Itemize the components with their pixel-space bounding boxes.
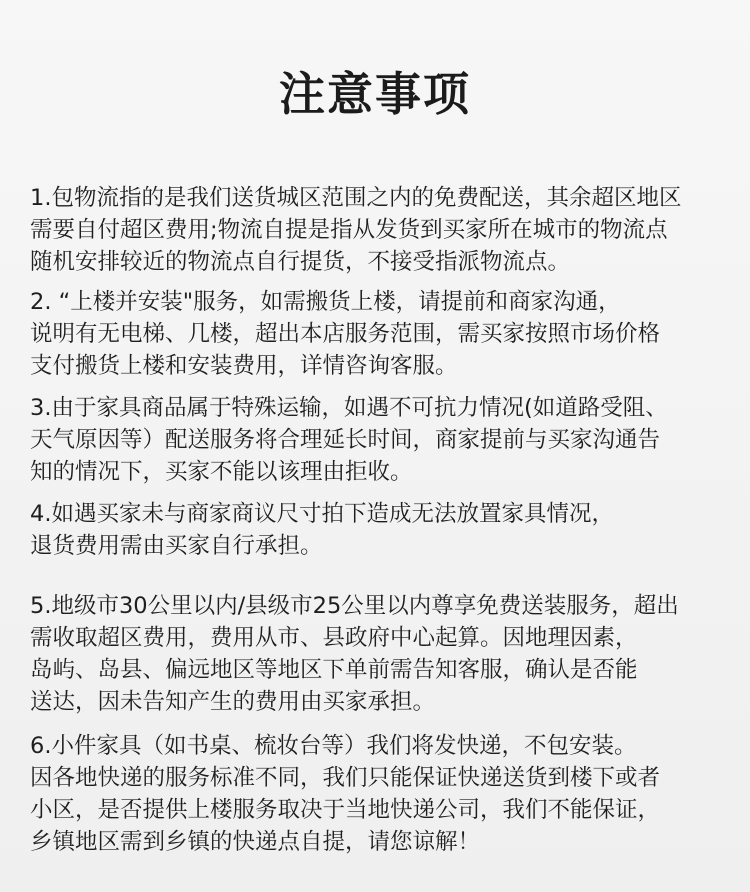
note-2-line-1: 2. “上楼并安装"服务，如需搬货上楼，请提前和商家沟通， [30, 289, 621, 315]
note-6-line-3: 小区，是否提供上楼服务取决于当地快递公司，我们不能保证， [30, 797, 661, 823]
note-5-line-4: 送达，因未告知产生的费用由买家承担。 [30, 689, 436, 715]
note-6-line-2: 因各地快递的服务标准不同，我们只能保证快递送货到楼下或者 [30, 765, 661, 791]
note-6-line-4: 乡镇地区需到乡镇的快递点自提，请您谅解！ [30, 829, 481, 855]
note-1-line-2: 需要自付超区费用;物流自提是指从发货到买家所在城市的物流点 [30, 217, 668, 243]
note-4-line-2: 退货费用需由买家自行承担。 [30, 533, 323, 559]
note-3-line-2: 天气原因等）配送服务将合理延长时间，商家提前与买家沟通告 [30, 427, 661, 453]
page-title: 注意事项 [279, 67, 471, 121]
note-5-line-3: 岛屿、岛县、偏远地区等地区下单前需告知客服，确认是否能 [30, 657, 638, 683]
note-2-line-2: 说明有无电梯、几楼，超出本店服务范围，需买家按照市场价格 [30, 321, 661, 347]
note-1-line-1: 1.包物流指的是我们送货城区范围之内的免费配送，其余超区地区 [30, 185, 682, 211]
note-6-line-1: 6.小件家具（如书桌、梳妆台等）我们将发快递，不包安装。 [30, 733, 637, 759]
note-4-line-1: 4.如遇买家未与商家商议尺寸拍下造成无法放置家具情况， [30, 501, 614, 527]
note-5-line-1: 5.地级市30公里以内/县级市25公里以内尊享免费送装服务，超出 [30, 593, 679, 619]
note-1-line-3: 随机安排较近的物流点自行提货，不接受指派物流点。 [30, 249, 571, 275]
note-3-line-1: 3.由于家具商品属于特殊运输，如遇不可抗力情况(如道路受阻、 [30, 395, 668, 421]
note-3-line-3: 知的情况下，买家不能以该理由拒收。 [30, 459, 413, 485]
note-5-line-2: 需收取超区费用，费用从市、县政府中心起算。因地理因素， [30, 625, 638, 651]
note-2-line-3: 支付搬货上楼和安装费用，详情咨询客服。 [30, 353, 458, 379]
